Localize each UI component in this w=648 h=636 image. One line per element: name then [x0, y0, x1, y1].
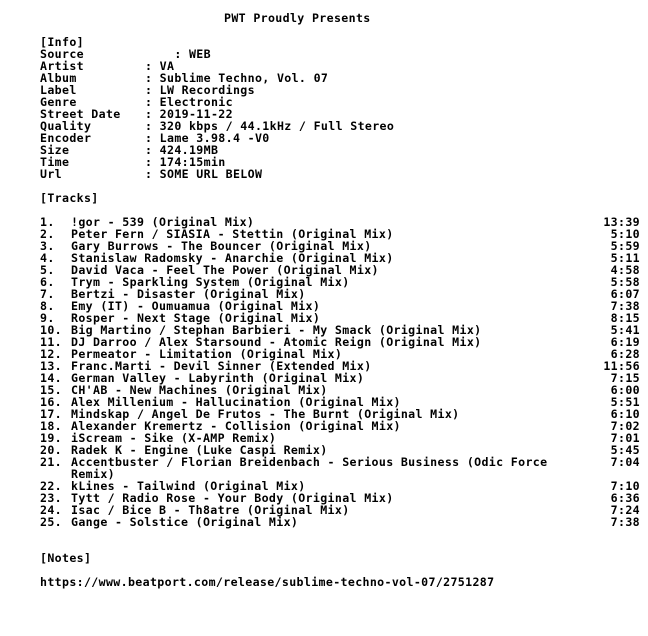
- track-title: CH'AB - New Machines (Original Mix): [71, 383, 328, 397]
- info-value: : 174:15min: [145, 155, 226, 169]
- track-number: 12.: [40, 347, 62, 361]
- info-value: : 2019-11-22: [145, 107, 233, 121]
- track-duration: 7:01: [610, 431, 640, 445]
- track-title: Mindskap / Angel De Frutos - The Burnt (Original Mix): [71, 407, 460, 421]
- info-key: Source: [40, 47, 84, 61]
- track-title: Bertzi - Disaster (Original Mix): [71, 287, 306, 301]
- track-number: 7.: [40, 287, 55, 301]
- track-number: 4.: [40, 251, 55, 265]
- track-duration: 7:15: [610, 371, 640, 385]
- track-duration: 5:41: [610, 323, 640, 337]
- info-key: Time: [40, 155, 70, 169]
- track-duration: 6:10: [610, 407, 640, 421]
- notes-header: [Notes]: [40, 551, 92, 565]
- track-duration: 7:38: [610, 515, 640, 529]
- track-title: German Valley - Labyrinth (Original Mix): [71, 371, 365, 385]
- track-duration: 5:59: [610, 239, 640, 253]
- info-key: Quality: [40, 119, 92, 133]
- info-value: : 320 kbps / 44.1kHz / Full Stereo: [145, 119, 395, 133]
- track-duration: 13:39: [603, 215, 640, 229]
- track-title: Franc.Marti - Devil Sinner (Extended Mix): [71, 359, 372, 373]
- track-number: 13.: [40, 359, 62, 373]
- info-key: Album: [40, 71, 77, 85]
- info-key: Street Date: [40, 107, 121, 121]
- track-title: Isac / Bice B - Th8atre (Original Mix): [71, 503, 350, 517]
- track-duration: 5:11: [610, 251, 640, 265]
- track-number: 2.: [40, 227, 55, 241]
- track-row: [40, 516, 640, 528]
- track-duration: 7:04: [610, 455, 640, 469]
- track-duration: 7:02: [610, 419, 640, 433]
- info-key: Artist: [40, 59, 84, 73]
- info-value: : WEB: [145, 47, 211, 61]
- track-number: 5.: [40, 263, 55, 277]
- track-title: kLines - Tailwind (Original Mix): [71, 479, 306, 493]
- track-title: Rosper - Next Stage (Original Mix): [71, 311, 321, 325]
- track-number: 15.: [40, 383, 62, 397]
- track-number: 21.: [40, 455, 62, 469]
- notes-url: https://www.beatport.com/release/sublime-techno-vol-07/2751287: [40, 575, 495, 589]
- track-duration: 6:00: [610, 383, 640, 397]
- track-number: 19.: [40, 431, 62, 445]
- track-row: [40, 455, 640, 481]
- track-duration: 7:24: [610, 503, 640, 517]
- track-duration: 5:10: [610, 227, 640, 241]
- track-title: Radek K - Engine (Luke Caspi Remix): [71, 443, 328, 457]
- info-key: Encoder: [40, 131, 92, 145]
- track-number: 17.: [40, 407, 62, 421]
- track-number: 23.: [40, 491, 62, 505]
- info-value: : Electronic: [145, 95, 233, 109]
- track-duration: 6:28: [610, 347, 640, 361]
- info-value: : Sublime Techno, Vol. 07: [145, 71, 329, 85]
- track-title: Peter Fern / SIASIA - Stettin (Original Mix): [71, 227, 394, 241]
- tracks-header: [Tracks]: [40, 191, 99, 205]
- page-title: PWT Proudly Presents: [224, 11, 371, 25]
- track-title: Trym - Sparkling System (Original Mix): [71, 275, 350, 289]
- track-number: 14.: [40, 371, 62, 385]
- track-title: Emy (IT) - Oumuamua (Original Mix): [71, 299, 321, 313]
- track-number: 22.: [40, 479, 62, 493]
- track-number: 6.: [40, 275, 55, 289]
- track-title: Accentbuster / Florian Breidenbach - Serious Business (Odic Force: [71, 455, 548, 469]
- info-key: Label: [40, 83, 77, 97]
- track-number: 10.: [40, 323, 62, 337]
- track-number: 11.: [40, 335, 62, 349]
- track-duration: 6:19: [610, 335, 640, 349]
- track-title: DJ Darroo / Alex Starsound - Atomic Reign (Original Mix): [71, 335, 482, 349]
- info-key: Size: [40, 143, 70, 157]
- track-duration: 8:15: [610, 311, 640, 325]
- info-value: : Lame 3.98.4 -V0: [145, 131, 270, 145]
- track-duration: 6:07: [610, 287, 640, 301]
- track-number: 3.: [40, 239, 55, 253]
- track-duration: 7:10: [610, 479, 640, 493]
- track-title: Permeator - Limitation (Original Mix): [71, 347, 343, 361]
- track-title: Gange - Solstice (Original Mix): [71, 515, 299, 529]
- track-number: 1.: [40, 215, 55, 229]
- track-number: 20.: [40, 443, 62, 457]
- track-title: !gor - 539 (Original Mix): [71, 215, 255, 229]
- track-duration: 5:58: [610, 275, 640, 289]
- info-value: : LW Recordings: [145, 83, 255, 97]
- info-value: : SOME URL BELOW: [145, 167, 263, 181]
- track-duration: 6:36: [610, 491, 640, 505]
- info-header: [Info]: [40, 35, 84, 49]
- track-number: 25.: [40, 515, 62, 529]
- track-duration: 4:58: [610, 263, 640, 277]
- track-title: iScream - Sike (X-AMP Remix): [71, 431, 277, 445]
- info-value: : 424.19MB: [145, 143, 219, 157]
- track-number: 9.: [40, 311, 55, 325]
- track-number: 8.: [40, 299, 55, 313]
- info-key: Url: [40, 167, 62, 181]
- track-duration: 11:56: [603, 359, 640, 373]
- info-key: Genre: [40, 95, 77, 109]
- track-title: Stanislaw Radomsky - Anarchie (Original Mix): [71, 251, 394, 265]
- track-title: Gary Burrows - The Bouncer (Original Mix): [71, 239, 372, 253]
- track-duration: 5:51: [610, 395, 640, 409]
- track-title: Alexander Kremertz - Collision (Original Mix): [71, 419, 401, 433]
- track-title: Tytt / Radio Rose - Your Body (Original Mix): [71, 491, 394, 505]
- track-title: Big Martino / Stephan Barbieri - My Smack (Original Mix): [71, 323, 482, 337]
- track-title: Alex Millenium - Hallucination (Original Mix): [71, 395, 401, 409]
- track-duration: 7:38: [610, 299, 640, 313]
- info-value: : VA: [145, 59, 175, 73]
- track-title-cont: Remix): [71, 467, 115, 481]
- track-number: 16.: [40, 395, 62, 409]
- track-number: 18.: [40, 419, 62, 433]
- track-number: 24.: [40, 503, 62, 517]
- track-title: David Vaca - Feel The Power (Original Mix): [71, 263, 379, 277]
- track-duration: 5:45: [610, 443, 640, 457]
